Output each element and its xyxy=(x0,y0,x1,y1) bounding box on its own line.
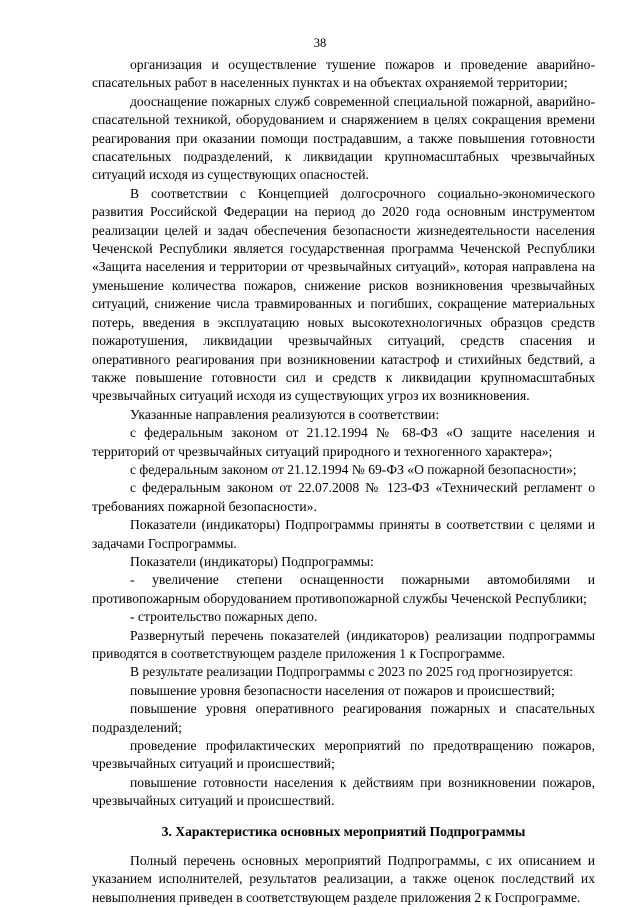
paragraph: организация и осуществление тушение пожаров и проведение аварийно-спасательных работ в населенных пунктах и на объектах охраняемой территории; xyxy=(92,57,595,91)
paragraph: В результате реализации Подпрограммы с 2023 по 2025 год прогнозируется: xyxy=(130,664,573,680)
paragraph: Указанные направления реализуются в соответствии: xyxy=(130,406,440,422)
list-item-result: повышение готовности населения к действиям при возникновении пожаров, чрезвычайных ситуаций и происшествий. xyxy=(92,774,595,809)
paragraph: Полный перечень основных мероприятий Подпрограммы, с их описанием и указанием исполнителей, результатов реализации, а также оценок последствий их невыполнения приведен в соответствующем разделе приложения 2 к Госпрограмме. xyxy=(92,853,595,905)
paragraph: В соответствии с Концепцией долгосрочного социально-экономического развития Российской Федерации на период до 2020 года основным инструментом реализации целей и задач обеспечения безопасности жизнедеятельности населения Чеченской Республики является государственная программа Чеченской Республики «Защита населения и территории от чрезвычайных ситуаций», которая направлена на уменьшение количества пожаров, снижение рисков возникновения чрезвычайных ситуаций, снижение числа травмированных и погибших, сокращение материальных потерь, введения в эксплуатацию новых высокотехнологичных образцов средств пожаротушения, ликвидации чрезвычайных ситуаций, средств спасения и оперативного реагирования при возникновении катастроф и стихийных бедствий, а также повышение готовности сил и средств к ликвидации крупномасштабных чрезвычайных ситуаций исходя из существующих угроз их возникновения. xyxy=(92,185,595,404)
section-heading: 3. Характеристика основных мероприятий Подпрограммы xyxy=(161,823,526,839)
paragraph: Показатели (индикаторы) Подпрограммы: xyxy=(130,553,374,569)
list-item-law: с федеральным законом от 21.12.1994 № 69-ФЗ «О пожарной безопасности»; xyxy=(130,461,577,477)
list-item-indicator: - увеличение степени оснащенности пожарными автомобилями и противопожарным оборудованием противопожарной службы Чеченской Республики; xyxy=(92,572,595,606)
list-item-indicator: - строительство пожарных депо. xyxy=(130,609,318,625)
list-item-law: с федеральным законом от 21.12.1994 № 68-ФЗ «О защите населения и территорий от чрезвычайных ситуаций природного и техногенного характера»; xyxy=(92,425,595,459)
list-item-law: с федеральным законом от 22.07.2008 № 123-ФЗ «Технический регламент о требованиях пожарной безопасности». xyxy=(92,480,595,514)
document-body xyxy=(92,56,595,907)
paragraph: Развернутый перечень показателей (индикаторов) реализации подпрограммы приводятся в соответствующем разделе приложения 1 к Госпрограмме. xyxy=(92,627,595,661)
paragraph: дооснащение пожарных служб современной специальной пожарной, аварийно-спасательной техникой, оборудованием и снаряжением в целях сокращения времени реагирования при оказании помощи пострадавшим, а также повышения готовности спасательных подразделений, к ликвидации крупномасштабных чрезвычайных ситуаций исходя из существующих опасностей. xyxy=(92,93,595,183)
paragraph: Показатели (индикаторы) Подпрограммы приняты в соответствии с целями и задачами Госпрограммы. xyxy=(92,517,595,551)
page-number: 38 xyxy=(313,36,327,50)
list-item-result: проведение профилактических мероприятий по предотвращению пожаров, чрезвычайных ситуаций и происшествий; xyxy=(92,738,595,772)
list-item-result: повышение уровня оперативного реагирования пожарных и спасательных подразделений; xyxy=(92,701,595,735)
list-item-result: повышение уровня безопасности населения от пожаров и происшествий; xyxy=(130,682,555,698)
